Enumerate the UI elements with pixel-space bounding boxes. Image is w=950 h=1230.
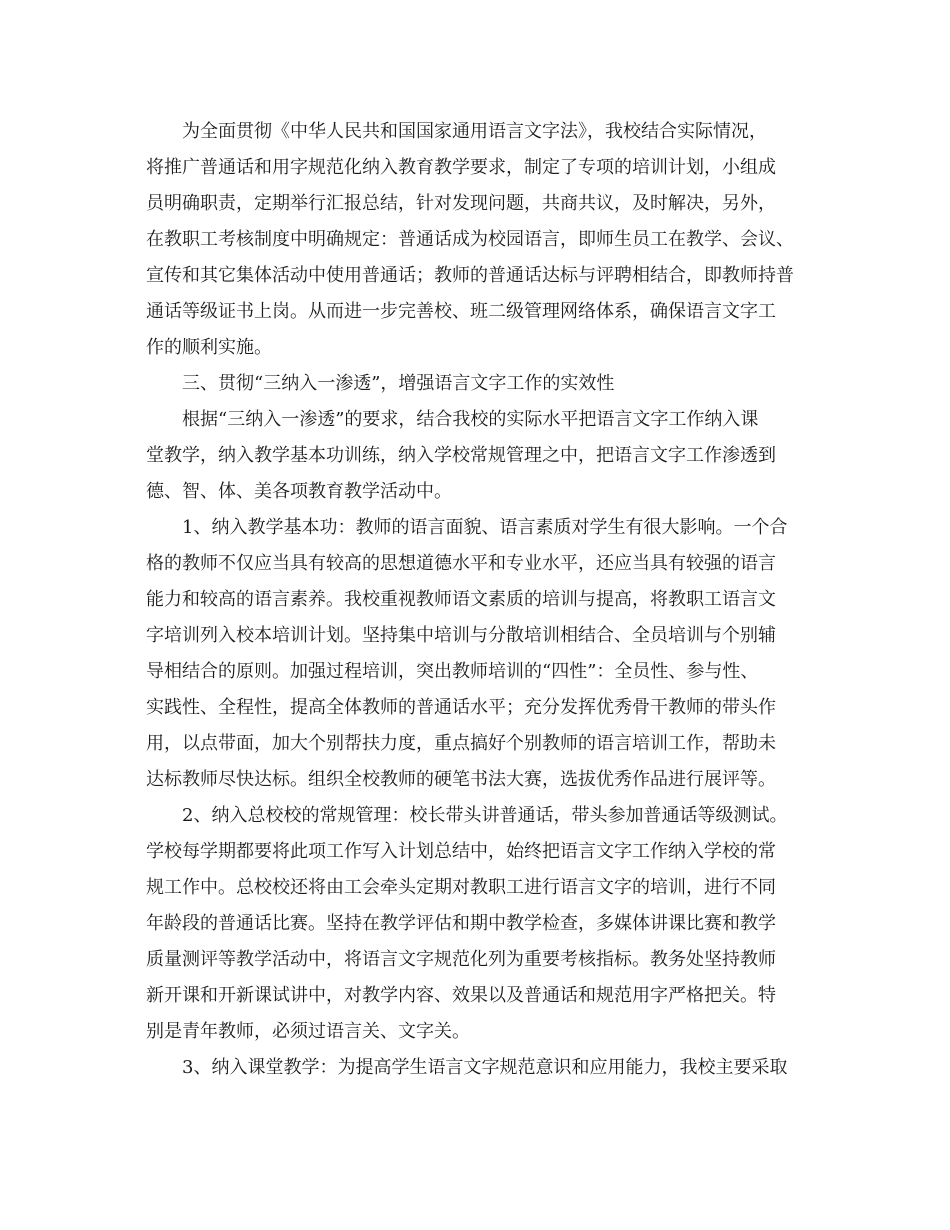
text-line: 字培训列入校本培训计划。坚持集中培训与分散培训相结合、全员培训与个别辅: [146, 625, 776, 646]
text-line: 通话等级证书上岗。从而进一步完善校、班二级管理网络体系，确保语言文字工: [146, 301, 776, 322]
text-line: 根据“三纳入一渗透”的要求，结合我校的实际水平把语言文字工作纳入课: [182, 409, 759, 430]
text-line: 将推广普通话和用字规范化纳入教育教学要求，制定了专项的培训计划，小组成: [146, 157, 776, 178]
text-line: 实践性、全程性，提高全体教师的普通话水平；充分发挥优秀骨干教师的带头作: [146, 697, 776, 718]
text-line: 用，以点带面，加大个别帮扶力度，重点搞好个别教师的语言培训工作，帮助未: [146, 733, 776, 754]
section-heading: 三、贯彻“三纳入一渗透”，增强语言文字工作的实效性: [182, 373, 615, 394]
text-line: 堂教学，纳入教学基本功训练，纳入学校常规管理之中，把语言文字工作渗透到: [146, 445, 776, 466]
text-line: 德、智、体、美各项教育教学活动中。: [146, 481, 452, 502]
text-line: 别是青年教师，必须过语言关、文字关。: [146, 1021, 470, 1042]
text-line: 质量测评等教学活动中，将语言文字规范化列为重要考核指标。教务处坚持教师: [146, 949, 776, 970]
text-line: 2、纳入总校校的常规管理：校长带头讲普通话，带头参加普通话等级测试。: [182, 805, 788, 826]
text-line: 3、纳入课堂教学：为提高学生语言文字规范意识和应用能力，我校主要采取: [182, 1057, 788, 1078]
text-line: 作的顺利实施。: [146, 337, 272, 358]
text-line: 员明确职责，定期举行汇报总结，针对发现问题，共商共议，及时解决，另外，: [146, 193, 776, 214]
text-line: 1、纳入教学基本功：教师的语言面貌、语言素质对学生有很大影响。一个合: [182, 517, 788, 538]
text-line: 新开课和开新课试讲中，对教学内容、效果以及普通话和规范用字严格把关。特: [146, 985, 776, 1006]
text-line: 宣传和其它集体活动中使用普通话；教师的普通话达标与评聘相结合，即教师持普: [146, 265, 794, 286]
text-line: 在教职工考核制度中明确规定：普通话成为校园语言，即师生员工在教学、会议、: [146, 229, 794, 250]
text-line: 年龄段的普通话比赛。坚持在教学评估和期中教学检查，多媒体讲课比赛和教学: [146, 913, 776, 934]
text-line: 学校每学期都要将此项工作写入计划总结中，始终把语言文字工作纳入学校的常: [146, 841, 776, 862]
text-line: 为全面贯彻《中华人民共和国国家通用语言文字法》，我校结合实际情况，: [182, 121, 767, 142]
text-line: 导相结合的原则。加强过程培训，突出教师培训的“四性”：全员性、参与性、: [146, 661, 759, 682]
text-line: 能力和较高的语言素养。我校重视教师语文素质的培训与提高，将教职工语言文: [146, 589, 776, 610]
text-line: 规工作中。总校校还将由工会牵头定期对教职工进行语言文字的培训，进行不同: [146, 877, 776, 898]
text-line: 达标教师尽快达标。组织全校教师的硬笔书法大赛，选拔优秀作品进行展评等。: [146, 769, 776, 790]
text-line: 格的教师不仅应当具有较高的思想道德水平和专业水平，还应当具有较强的语言: [146, 553, 776, 574]
